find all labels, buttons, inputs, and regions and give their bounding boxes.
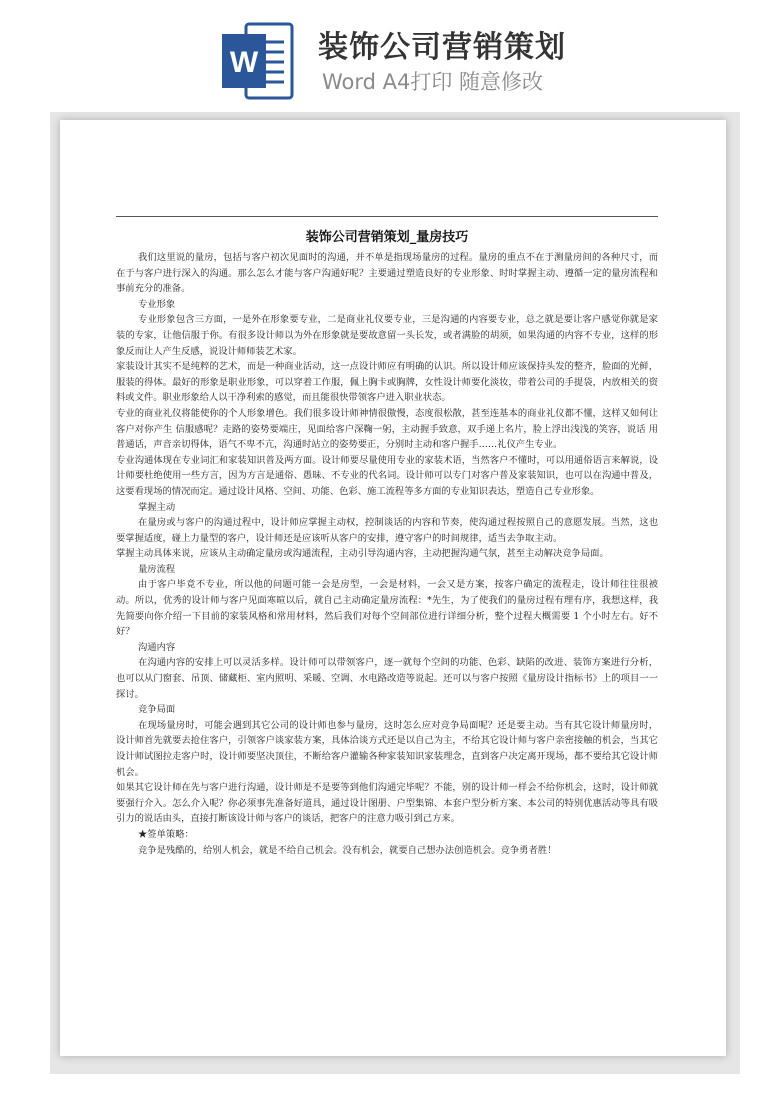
paragraph: 由于客户毕竟不专业，所以他的问题可能一会是房型，一会是材料，一会又是方案，按客户确定的流程走，设计师往往很被动。所以，优秀的设计师与客户见面寒暄以后，就自己主动确定量房流程：*先生，为了使我们的量房过程有理有序，我想这样，我先简要向你介绍一下目前的家装风格和常用材料，然后我们对每个空间部位进行详细分析，整个过程大概需要 1 个小时左右。好不好？ <box>116 579 658 638</box>
banner-subtitle: Word A4打印 随意修改 <box>322 70 544 94</box>
paragraph: 在现场量房时，可能会遇到其它公司的设计师也参与量房，这时怎么应对竞争局面呢？还是要主动。当有其它设计师量房时，设计师首先就要去抢住客户，引领客户谈家装方案，具体洽谈方式还是以自己为主，不给其它设计师与客户亲密接触的机会，当其它设计师试图拉走客户时，设计师要坚决顶住，不断给客户灌输各种家装知识家装理念，直到客户决定离开现场，都不要给其它设计师机会。 <box>116 719 658 778</box>
document-page <box>60 120 726 1056</box>
section-heading: 竞争局面 <box>138 704 176 716</box>
paragraph: 竞争是残酷的，给别人机会，就是不给自己机会。没有机会，就要自己想办法创造机会。竞争勇者胜！ <box>138 844 557 856</box>
section-heading: 量房流程 <box>138 563 176 575</box>
banner-title: 装饰公司营销策划 <box>318 30 566 65</box>
document-body <box>116 250 658 858</box>
paragraph: 我们这里说的量房，包括与客户初次见面时的沟通，并不单是指现场量房的过程。量房的重点不在于测量房间的各种尺寸，而在于与客户进行深入的沟通。那么怎么才能与客户沟通好呢？主要通过塑造良好的专业形象、时时掌握主动、遵循一定的量房流程和事前充分的准备。 <box>116 252 658 295</box>
header-rule <box>116 216 658 217</box>
word-document-icon <box>222 22 294 100</box>
paragraph: 专业的商业礼仪将能使你的个人形象增色。我们很多设计师神情很傲慢，态度很松散，甚至连基本的商业礼仪都不懂，这样又如何让客户对你产生 信服感呢？走路的姿势要端庄，见面给客户深鞠一躬，主动握手致意，双手递上名片，脸上浮出浅浅的笑容，说话 用普通话，声音亲切得体，语气不卑不亢，沟通时站立的姿势要正，分别时主动和客户握手……礼仪产生专业。 <box>116 407 658 451</box>
paragraph: 专业沟通体现在专业词汇和家装知识普及两方面。设计师要尽量使用专业的家装术语，当然客户不懂时，可以用通俗语言来解说，设计师要杜绝使用一些方言，因为方言是通俗、愚昧、不专业的代名词。设计师可以专门对客户普及家装知识，也可以在沟通中普及，这要看现场的情况而定。通过设计风格、空间、功能、色彩、施工流程等多方面的专业知识表达，塑造自己专业形象。 <box>116 454 658 497</box>
section-heading: ★签单策略： <box>138 828 194 840</box>
paragraph: 如果其它设计师在先与客户进行沟通，设计师是不是要等到他们沟通完毕呢？不能，别的设计师一样会不给你机会，这时，设计师就要强行介入。怎么介入呢？你必须事先准备好道具，通过设计图册、户型集锦、本套户型分析方案、本公司的特别优惠活动等具有吸引力的说话由头，直接打断该设计师与客户的谈话，把客户的注意力吸引到己方来。 <box>116 782 658 825</box>
paragraph: 专业形象包含三方面，一是外在形象要专业，二是商业礼仪要专业，三是沟通的内容要专业，总之就是要让客户感觉你就是家装的专家，让他信服于你。有很多设计师以为外在形象就是要故意留一头长发，或者满脸的胡须，如果沟通的内容不专业，这样的形象反而让人产生反感，说设计师师装艺术家。 <box>116 314 658 357</box>
section-heading: 沟通内容 <box>138 641 176 653</box>
paragraph: 掌握主动具体来说，应该从主动确定量房或沟通流程，主动引导沟通内容，主动把握沟通气氛，甚至主动解决竞争局面。 <box>116 548 609 560</box>
paragraph: 在沟通内容的安排上可以灵活多样。设计师可以带领客户，逐一就每个空间的功能、色彩、缺陷的改进、装饰方案进行分析，也可以从门窗套、吊顶、储藏柜、室内照明、采暖、空调、水电路改造等说起。还可以与客户按照《量房设计指标书》上的项目一一探讨。 <box>116 657 658 700</box>
document-title: 装饰公司营销策划_量房技巧 <box>305 230 469 245</box>
section-heading: 专业形象 <box>138 298 176 310</box>
banner <box>0 0 774 110</box>
paragraph: 在量房或与客户的沟通过程中，设计师应掌握主动权，控制谈话的内容和节奏，使沟通过程按照自己的意愿发展。当然，这也要掌握适度，碰上力量型的客户，设计师还是应该听从客户的安排，遵守客户的时间规律，适当去争取主动。 <box>116 517 658 544</box>
section-heading: 掌握主动 <box>138 501 176 513</box>
word-icon-letter: W <box>229 46 259 79</box>
paragraph: 家装设计其实不是纯粹的艺术，而是一种商业活动，这一点设计师应有明确的认识。所以设计师应该保持头发的整齐，脸面的光鲜，服装的得体。最好的形象是职业形象，可以穿着工作服，佩上胸卡或胸牌，女性设计师要化淡妆，带着公司的手提袋，内放相关的资料或文件。职业形象给人以干净利索的感觉，而且能很快带领客户进入职业状态。 <box>116 361 658 404</box>
